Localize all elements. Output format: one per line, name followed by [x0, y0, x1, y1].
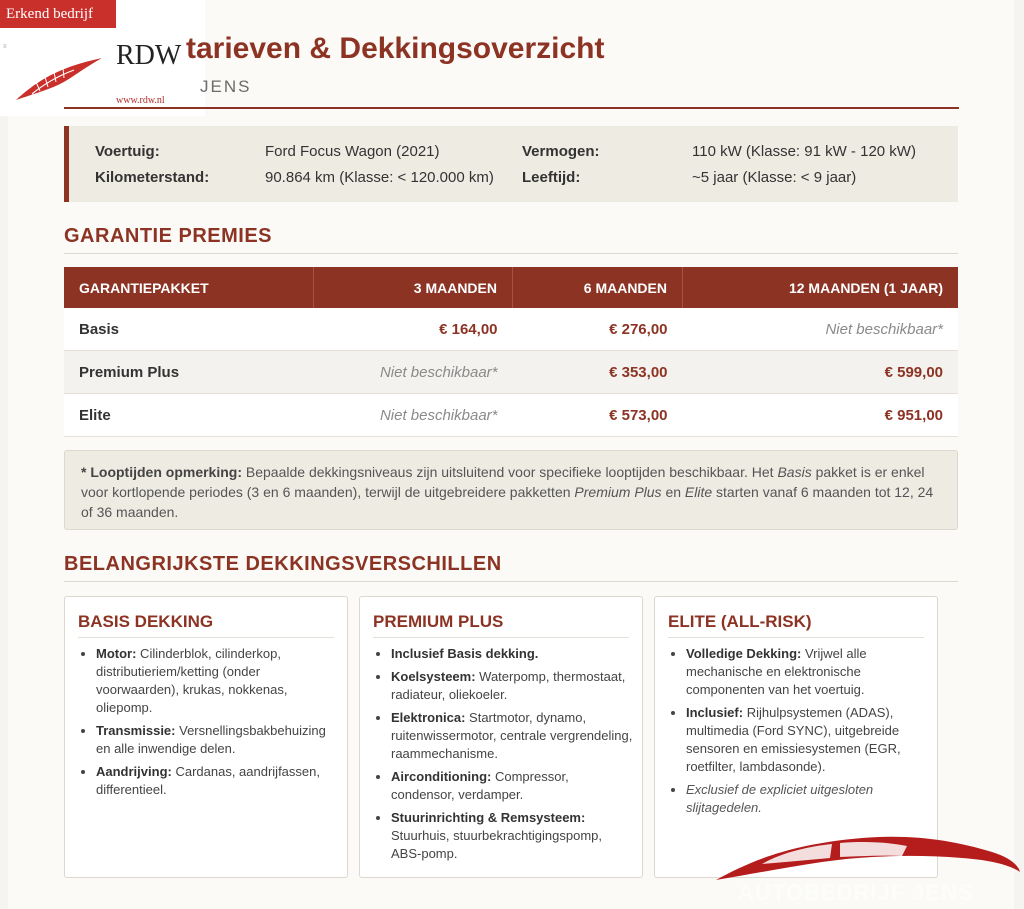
km-label: Kilometerstand: [95, 169, 210, 186]
item-label: Aandrijving: [96, 764, 172, 779]
item-text: Waterpomp, thermostaat, radiateur, oliekoeler. [391, 669, 626, 702]
list-item [686, 704, 930, 776]
col-header-3m: 3 MAANDEN [314, 267, 513, 308]
item-label: Stuurinrichting & Remsysteem: [391, 810, 586, 825]
note-text: en [661, 484, 685, 500]
price-cell: € 951,00 [683, 394, 959, 437]
age-label: Leeftijd: [522, 169, 581, 186]
list-item [96, 763, 340, 799]
km-value: 90.864 km (Klasse: < 120.000 km) [265, 169, 494, 186]
unavailable-cell: Niet beschikbaar* [314, 351, 513, 394]
item-text: Compressor, condensor, verdamper. [391, 769, 569, 802]
table-row [64, 308, 958, 351]
item-label: Elektronica: [391, 710, 466, 725]
note-elite: Elite [684, 484, 713, 500]
item-italic: Exclusief de expliciet uitgesloten slijtagedelen. [686, 782, 874, 815]
vehicle-value: Ford Focus Wagon (2021) [265, 143, 440, 160]
side-mark: ≡ [3, 44, 7, 50]
table-header-row [64, 267, 958, 308]
item-label: Airconditioning: [391, 769, 492, 784]
note-text: pakket is er enkel voor kortlopende periodes (3 en 6 maanden), terwijl de uitgebreidere pakketten [81, 464, 925, 500]
vehicle-label: Voertuig: [95, 143, 160, 160]
rdw-url: www.rdw.nl [116, 95, 165, 106]
package-name: Elite [64, 394, 314, 437]
list-item [686, 645, 930, 699]
unavailable-cell: Niet beschikbaar* [683, 308, 959, 351]
note-premium: Premium Plus [574, 484, 662, 500]
table-row [64, 394, 958, 437]
price-cell: € 164,00 [314, 308, 513, 351]
term-note [64, 450, 958, 530]
card-title: PREMIUM PLUS [373, 612, 629, 638]
rdw-feather-logo [14, 54, 104, 102]
item-label: Inclusief Basis dekking. [391, 646, 539, 661]
page-title: tarieven & Dekkingsoverzicht [186, 32, 605, 65]
item-text: Startmotor, dynamo, ruitenwissermotor, centrale vergrendeling, raammechanisme. [391, 710, 633, 761]
card-list [78, 645, 340, 804]
brand-watermark: AUTOBEDRIJF JENS [738, 880, 974, 905]
col-header-6m: 6 MAANDEN [513, 267, 683, 308]
note-label: * Looptijden opmerking: [81, 464, 242, 480]
card-basis [64, 596, 348, 878]
item-label: Transmissie: [96, 723, 176, 738]
power-label: Vermogen: [522, 143, 600, 160]
card-title: ELITE (ALL-RISK) [668, 612, 924, 638]
title-divider [64, 107, 959, 109]
price-cell: € 276,00 [513, 308, 683, 351]
item-text: Cardanas, aandrijfassen, differentieel. [96, 764, 320, 797]
item-text: Stuurhuis, stuurbekrachtigingspomp, ABS-pomp. [391, 828, 603, 861]
rdw-badge [0, 0, 205, 116]
rdw-name: RDW [116, 40, 182, 71]
coverage-divider [64, 581, 958, 582]
vehicle-info-box [64, 126, 958, 202]
price-cell: € 599,00 [683, 351, 959, 394]
rdw-ribbon: Erkend bedrijf [0, 0, 116, 28]
item-text: Versnellingsbakbehuizing en alle inwendige delen. [96, 723, 326, 756]
col-header-package: GARANTIEPAKKET [64, 267, 314, 308]
list-item [391, 709, 635, 763]
age-value: ~5 jaar (Klasse: < 9 jaar) [692, 169, 857, 186]
card-list [668, 645, 930, 822]
list-item [391, 645, 635, 663]
coverage-heading: BELANGRIJKSTE DEKKINGSVERSCHILLEN [64, 553, 502, 575]
list-item [96, 722, 340, 758]
card-title: BASIS DEKKING [78, 612, 334, 638]
item-text: Cilinderblok, cilinderkop, distributieriem/ketting (onder voorwaarden), krukas, nokkenas, oliepomp. [96, 646, 288, 715]
list-item [391, 768, 635, 804]
unavailable-cell: Niet beschikbaar* [314, 394, 513, 437]
premiums-table [64, 267, 958, 437]
note-text: starten vanaf 6 maanden tot 12, 24 of 36 maanden. [81, 484, 934, 520]
list-item [686, 781, 930, 817]
note-text: Bepaalde dekkingsniveaus zijn uitsluitend voor specifieke looptijden beschikbaar. Het [242, 464, 778, 480]
list-item [96, 645, 340, 717]
col-header-12m: 12 MAANDEN (1 JAAR) [683, 267, 959, 308]
table-row [64, 351, 958, 394]
list-item [391, 668, 635, 704]
item-label: Volledige Dekking: [686, 646, 802, 661]
item-label: Koelsysteem: [391, 669, 476, 684]
price-cell: € 573,00 [513, 394, 683, 437]
item-label: Inclusief: [686, 705, 744, 720]
premiums-divider [64, 253, 958, 254]
package-name: Basis [64, 308, 314, 351]
note-basis: Basis [777, 464, 812, 480]
list-item [391, 809, 635, 863]
card-list [373, 645, 635, 868]
item-text: Vrijwel alle mechanische en elektronische componenten van het voertuig. [686, 646, 867, 697]
page-subtitle: JENS [200, 77, 252, 96]
package-name: Premium Plus [64, 351, 314, 394]
item-text: Rijhulpsystemen (ADAS), multimedia (Ford SYNC), uitgebreide sensoren en emissiesystemen (EGR, roetfilter, lambdasonde). [686, 705, 901, 774]
price-cell: € 353,00 [513, 351, 683, 394]
power-value: 110 kW (Klasse: 91 kW - 120 kW) [692, 143, 916, 160]
card-premium-plus [359, 596, 643, 878]
premiums-heading: GARANTIE PREMIES [64, 225, 273, 247]
item-label: Motor: [96, 646, 137, 661]
